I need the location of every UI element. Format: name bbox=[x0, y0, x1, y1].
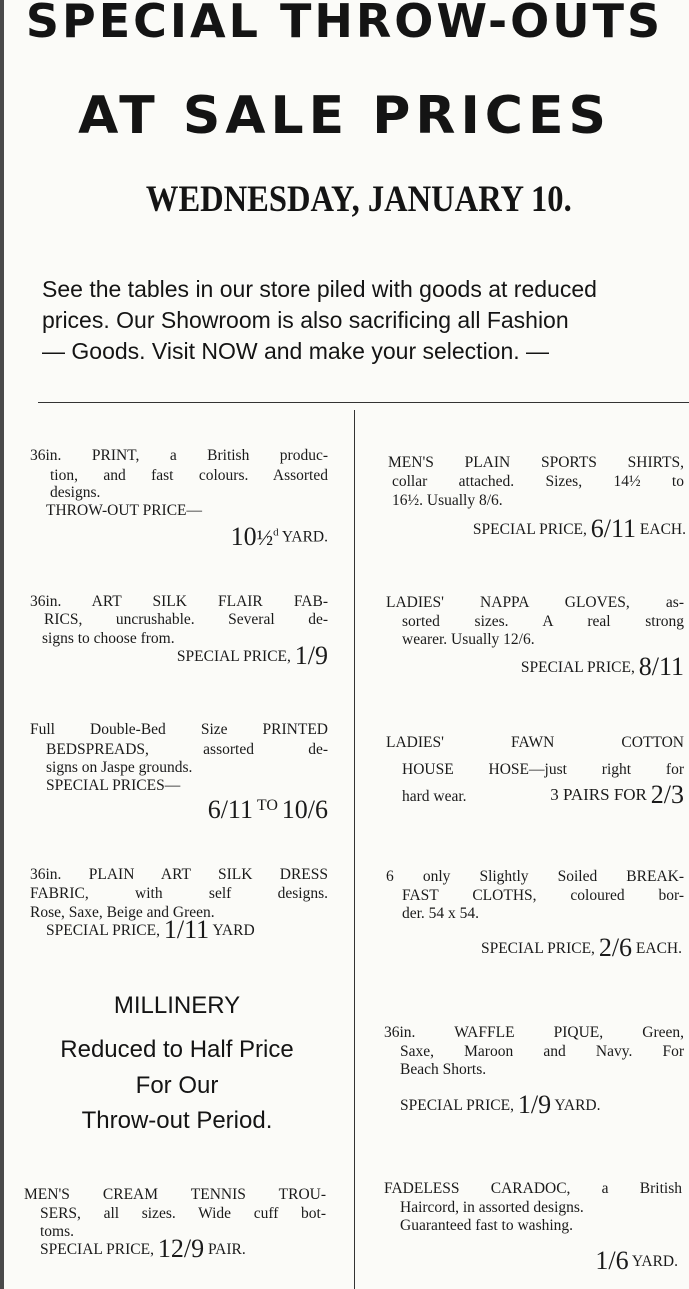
item-line: SERS, all sizes. Wide cuff bot- bbox=[40, 1205, 326, 1222]
item-line: Saxe, Maroon and Navy. For bbox=[400, 1043, 684, 1060]
price-line bbox=[46, 915, 255, 944]
item-line: THROW-OUT PRICE— bbox=[46, 502, 203, 519]
item-line: designs. bbox=[50, 484, 101, 501]
price-unit: PAIR. bbox=[207, 1241, 246, 1258]
price-value: 12/9 bbox=[157, 1234, 205, 1263]
horizontal-divider bbox=[38, 402, 689, 403]
headline-special-throw-outs: SPECIAL THROW-OUTS bbox=[25, 0, 664, 48]
item-line: Haircord, in assorted designs. bbox=[400, 1199, 584, 1216]
price-value: 1/9 bbox=[294, 641, 328, 670]
item-line: der. 54 x 54. bbox=[402, 905, 480, 922]
price-label: SPECIAL PRICE, bbox=[40, 1241, 154, 1258]
item-line: MEN'S PLAIN SPORTS SHIRTS, bbox=[388, 454, 684, 471]
price-unit: EACH. bbox=[635, 940, 682, 957]
price-line bbox=[595, 1246, 678, 1275]
item-line: toms. bbox=[40, 1223, 75, 1240]
price-unit: YARD. bbox=[554, 1097, 601, 1114]
price-value: 1/9 bbox=[517, 1090, 552, 1119]
price-line bbox=[480, 933, 682, 962]
price-value: 1/6 bbox=[595, 1246, 629, 1275]
intro-line-2: prices. Our Showroom is also sacrificing all Fashion bbox=[42, 307, 569, 333]
item-line: FADELESS CARADOC, a British bbox=[384, 1180, 682, 1197]
price-line bbox=[176, 641, 328, 670]
millinery-line-2: For Our bbox=[135, 1072, 219, 1099]
item-line: LADIES' NAPPA GLOVES, as- bbox=[386, 594, 684, 611]
price-label: SPECIAL PRICE, bbox=[400, 1097, 514, 1114]
price-value: 10½$^d$ bbox=[230, 521, 279, 551]
price-line bbox=[230, 521, 328, 551]
price-label: SPECIAL PRICE, bbox=[472, 521, 587, 538]
item-line: 36in. PRINT, a British produc- bbox=[30, 447, 328, 464]
price-label: SPECIAL PRICE, bbox=[480, 940, 595, 957]
item-line: MEN'S CREAM TENNIS TROU- bbox=[24, 1186, 326, 1203]
price-value: 8/11 bbox=[638, 652, 684, 681]
item-line: RICS, uncrushable. Several de- bbox=[44, 611, 328, 628]
price-line bbox=[550, 780, 684, 809]
item-line: collar attached. Sizes, 14½ to bbox=[392, 473, 684, 490]
price-line bbox=[472, 514, 686, 543]
price-value: 2/3 bbox=[650, 780, 684, 809]
item-line: 6 only Slightly Soiled BREAK- bbox=[386, 868, 684, 885]
item-line: BEDSPREADS, assorted de- bbox=[46, 741, 328, 758]
price-unit: YARD. bbox=[281, 528, 328, 546]
item-line: HOUSE HOSE—just right for bbox=[402, 761, 684, 778]
item-line: Full Double-Bed Size PRINTED bbox=[30, 721, 328, 738]
column-divider bbox=[354, 410, 355, 1289]
price-unit: YARD bbox=[212, 922, 255, 939]
price-label: SPECIAL PRICE, bbox=[520, 659, 635, 676]
price-unit: EACH. bbox=[639, 521, 686, 538]
item-line: 36in. PLAIN ART SILK DRESS bbox=[30, 866, 328, 883]
item-line: Beach Shorts. bbox=[400, 1061, 487, 1078]
item-line: tion, and fast colours. Assorted bbox=[50, 467, 328, 484]
price-to-word: TO bbox=[256, 797, 278, 814]
price-label: SPECIAL PRICE, bbox=[46, 922, 160, 939]
millinery-line-3: Throw-out Period. bbox=[81, 1107, 273, 1134]
headline-at-sale-prices: AT SALE PRICES bbox=[78, 86, 611, 146]
item-line: signs to choose from. bbox=[42, 630, 175, 647]
item-line: 16½. Usually 8/6. bbox=[392, 492, 503, 509]
price-to: 10/6 bbox=[281, 795, 328, 824]
item-line: hard wear. bbox=[402, 788, 467, 805]
item-line: signs on Jaspe grounds. bbox=[46, 759, 193, 776]
millinery-line-1: Reduced to Half Price bbox=[60, 1036, 294, 1063]
item-line: Guaranteed fast to washing. bbox=[400, 1217, 574, 1234]
item-line: 36in. ART SILK FLAIR FAB- bbox=[30, 593, 328, 610]
item-line: sorted sizes. A real strong bbox=[402, 613, 684, 630]
price-line bbox=[207, 795, 328, 824]
item-line: FABRIC, with self designs. bbox=[30, 885, 328, 902]
price-line bbox=[40, 1234, 246, 1263]
price-line bbox=[520, 652, 684, 681]
intro-line-3: — Goods. Visit NOW and make your selection. — bbox=[42, 338, 550, 364]
millinery-heading: MILLINERY bbox=[113, 992, 241, 1019]
item-line: Rose, Saxe, Beige and Green. bbox=[30, 904, 215, 921]
item-line: FAST CLOTHS, coloured bor- bbox=[402, 887, 684, 904]
item-line: wearer. Usually 12/6. bbox=[402, 631, 535, 648]
price-from: 6/11 bbox=[207, 795, 253, 824]
price-label: SPECIAL PRICE, bbox=[176, 648, 291, 665]
price-line bbox=[400, 1090, 601, 1119]
item-line: LADIES' FAWN COTTON bbox=[386, 734, 684, 751]
sale-date: WEDNESDAY, JANUARY 10. bbox=[145, 179, 572, 220]
price-value: 2/6 bbox=[598, 933, 633, 962]
price-value: 6/11 bbox=[590, 514, 637, 543]
price-label: 3 PAIRS FOR bbox=[550, 785, 647, 804]
item-line: 36in. WAFFLE PIQUE, Green, bbox=[384, 1024, 684, 1041]
item-line: SPECIAL PRICES— bbox=[46, 777, 181, 794]
intro-line-1: See the tables in our store piled with goods at reduced bbox=[42, 276, 597, 302]
price-value: 1/11 bbox=[163, 915, 210, 944]
price-unit: YARD. bbox=[631, 1253, 678, 1270]
